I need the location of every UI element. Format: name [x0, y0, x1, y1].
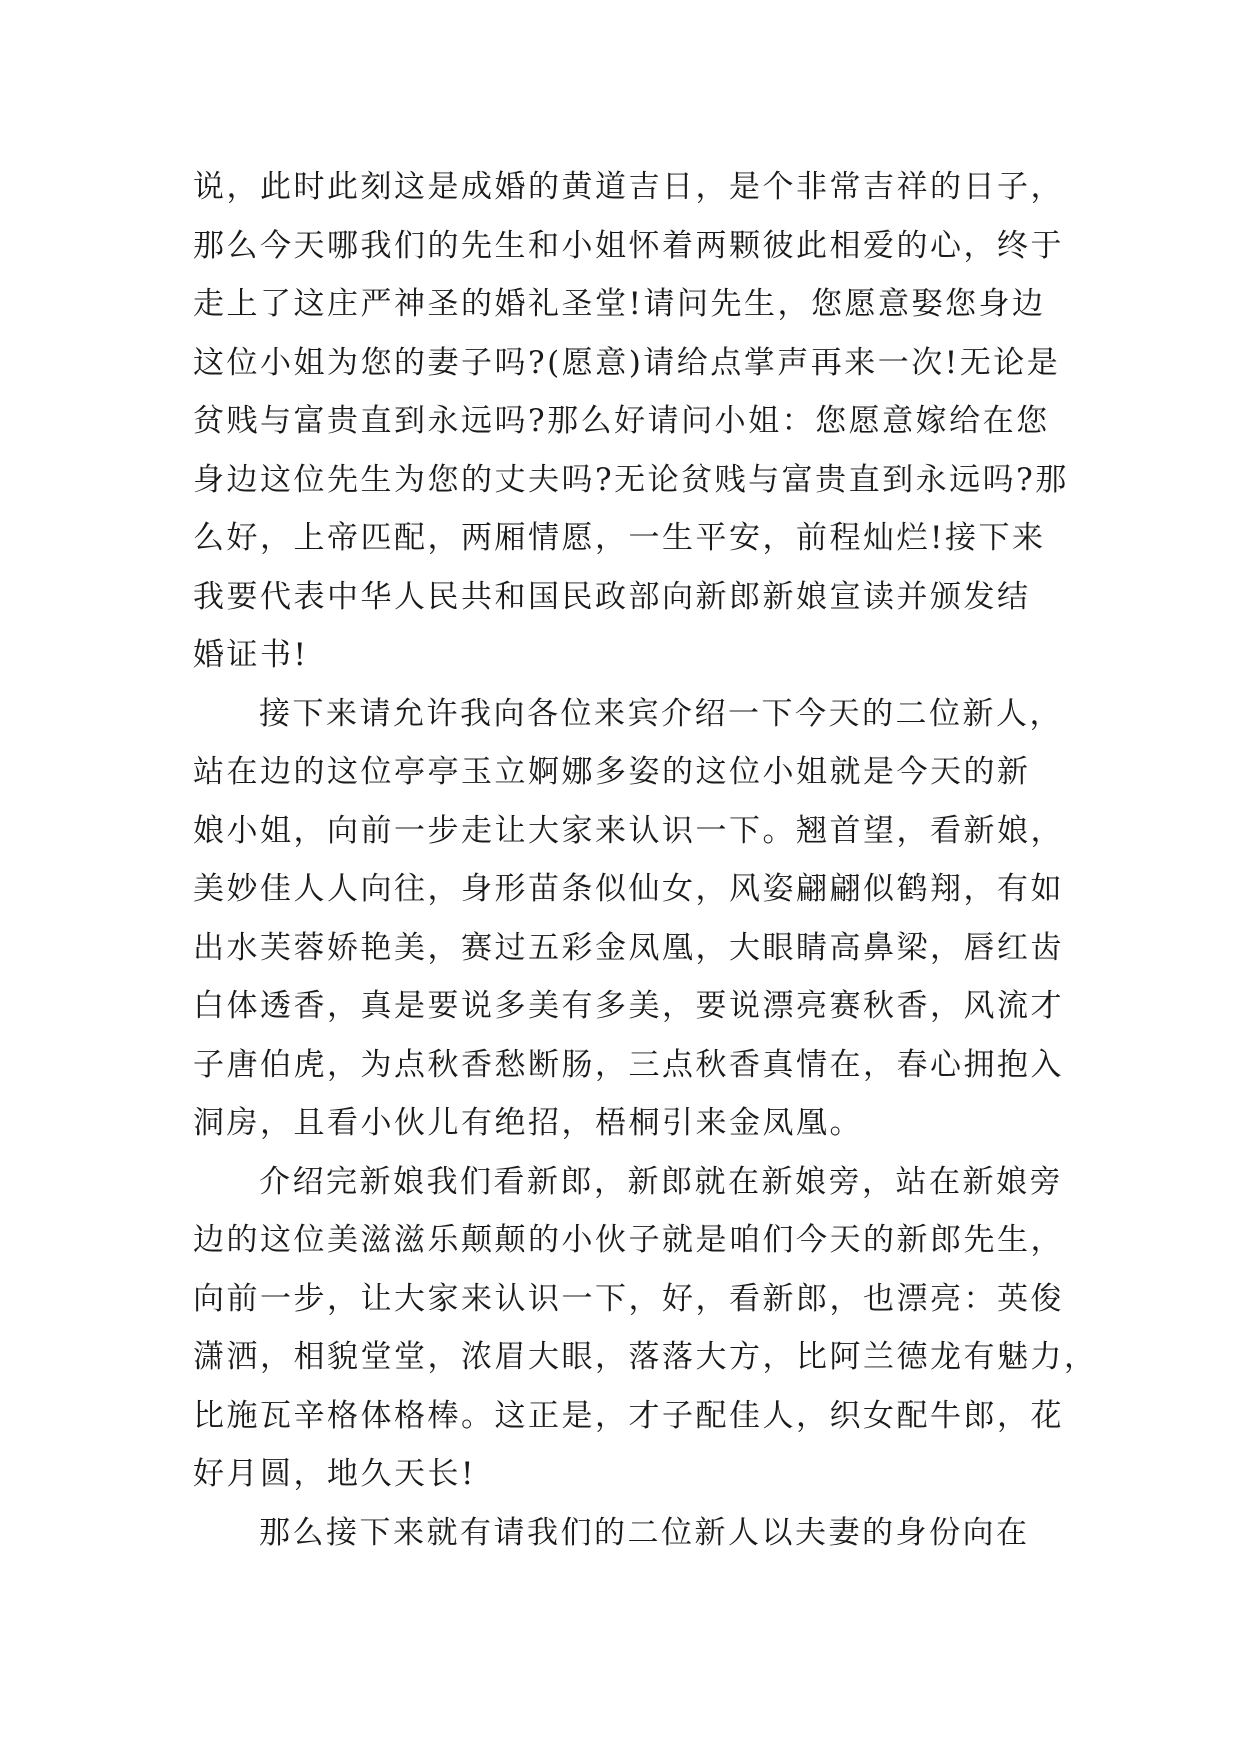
- text-line: 身边这位先生为您的丈夫吗?无论贫贱与富贵直到永远吗?那: [193, 461, 1069, 498]
- paragraph-first-line: 介绍完新娘我们看新郎，新郎就在新娘旁，站在新娘旁: [259, 1163, 1063, 1200]
- text-line: 么好，上帝匹配，两厢情愿，一生平安，前程灿烂!接下来: [193, 520, 1046, 556]
- text-line: 站在边的这位亭亭玉立婀娜多姿的这位小姐就是今天的新: [193, 754, 1031, 790]
- text-line: 走上了这庄严神圣的婚礼圣堂!请问先生，您愿意娶您身边: [193, 286, 1046, 322]
- paragraph-first-line: 接下来请允许我向各位来宾介绍一下今天的二位新人，: [259, 695, 1063, 732]
- text-line: 洞房，且看小伙儿有绝招，梧桐引来金凤凰。: [193, 1105, 863, 1141]
- text-line: 白体透香，真是要说多美有多美，要说漂亮赛秋香，风流才: [193, 988, 1064, 1024]
- document-body: [193, 158, 1098, 1562]
- text-line: 潇洒，相貌堂堂，浓眉大眼，落落大方，比阿兰德龙有魅力，: [193, 1339, 1098, 1375]
- text-line: 说，此时此刻这是成婚的黄道吉日，是个非常吉祥的日子，: [193, 169, 1064, 205]
- text-line: 好月圆，地久天长!: [193, 1456, 476, 1492]
- text-line: 比施瓦辛格体格棒。这正是，才子配佳人，织女配牛郎，花: [193, 1397, 1064, 1434]
- text-line: 我要代表中华人民共和国民政部向新郎新娘宣读并颁发结: [193, 578, 1031, 615]
- text-line: 娘小姐，向前一步走让大家来认识一下。翘首望，看新娘，: [193, 812, 1064, 849]
- text-line: 美妙佳人人向往，身形苗条似仙女，风姿翩翩似鹤翔，有如: [193, 871, 1064, 907]
- text-line: 边的这位美滋滋乐颠颠的小伙子就是咱们今天的新郎先生，: [193, 1222, 1064, 1258]
- text-line: 这位小姐为您的妻子吗?(愿意)请给点掌声再来一次!无论是: [193, 344, 1061, 381]
- paragraph-first-line: 那么接下来就有请我们的二位新人以夫妻的身份向在: [259, 1514, 1030, 1551]
- text-line: 婚证书!: [193, 637, 309, 673]
- text-line: 贫贱与富贵直到永远吗?那么好请问小姐：您愿意嫁给在您: [193, 403, 1050, 439]
- text-line: 那么今天哪我们的先生和小姐怀着两颗彼此相爱的心，终于: [193, 227, 1064, 264]
- text-line: 出水芙蓉娇艳美，赛过五彩金凤凰，大眼睛高鼻梁，唇红齿: [193, 929, 1064, 966]
- text-line: 子唐伯虎，为点秋香愁断肠，三点秋香真情在，春心拥抱入: [193, 1046, 1064, 1083]
- text-line: 向前一步，让大家来认识一下，好，看新郎，也漂亮：英俊: [193, 1280, 1064, 1317]
